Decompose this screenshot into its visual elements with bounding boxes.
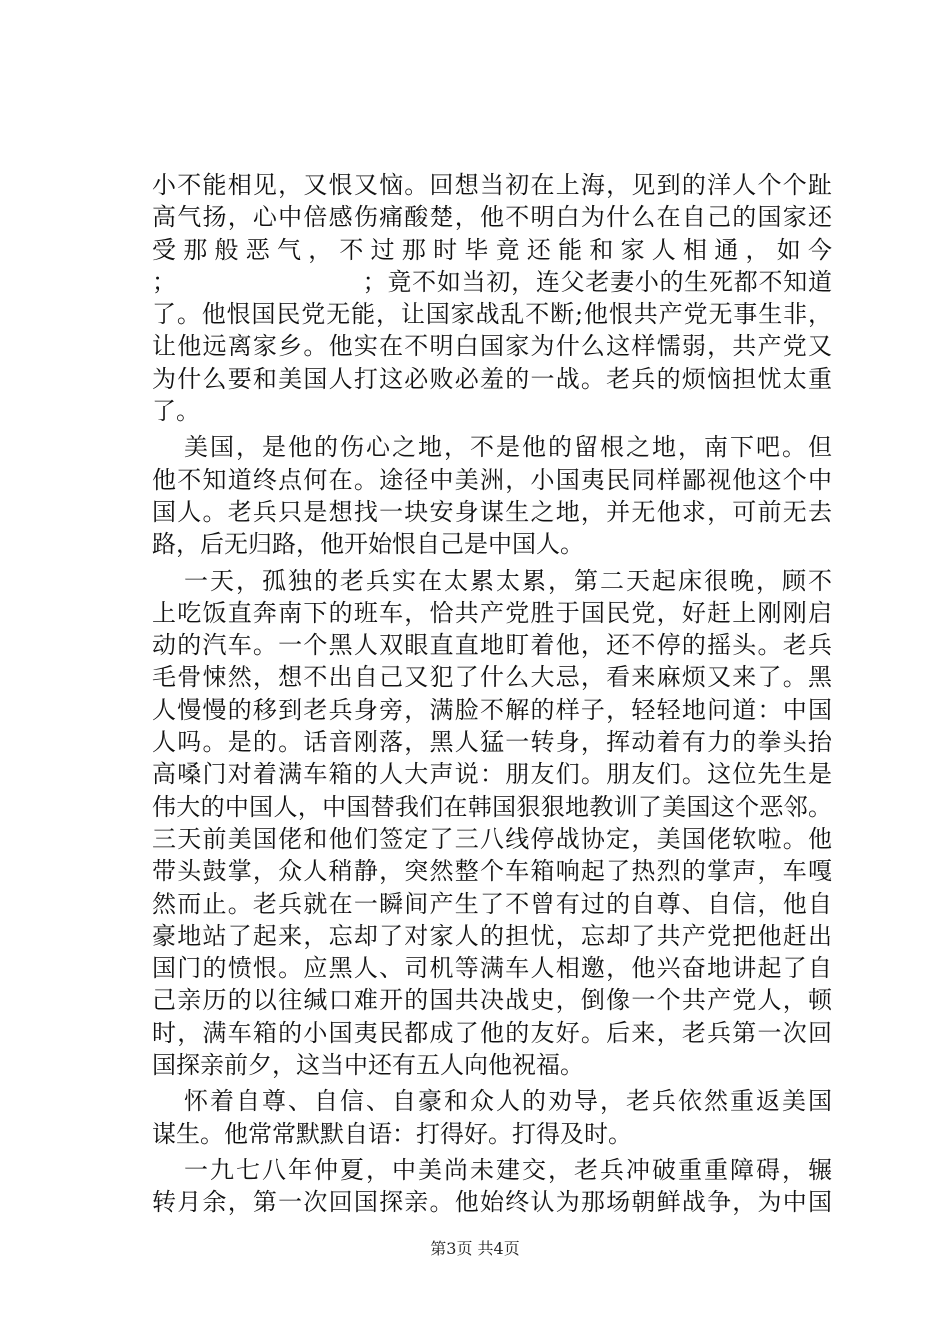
text-line: 了。	[152, 397, 200, 426]
text-line: 然而止。老兵就在一瞬间产生了不曾有过的自尊、自信，他自	[152, 889, 832, 918]
text-line: 上吃饭直奔南下的班车，恰共产党胜于国民党，好赶上刚刚启	[152, 598, 832, 627]
page-number: 第3页 共4页	[430, 1239, 520, 1258]
text-line: 美国，是他的伤心之地，不是他的留根之地，南下吧。但	[184, 433, 832, 462]
text-line: 转月余，第一次回国探亲。他始终认为那场朝鲜战争，为中国	[152, 1188, 832, 1217]
text-line: 一九七八年仲夏，中美尚未建交，老兵冲破重重障碍，辗	[184, 1155, 832, 1184]
text-line: 三天前美国佬和他们签定了三八线停战协定，美国佬软啦。他	[152, 824, 832, 853]
page-footer	[0, 1239, 950, 1259]
text-line: 他不知道终点何在。途径中美洲，小国夷民同样鄙视他这个中	[152, 465, 832, 494]
text-line: 高嗓门对着满车箱的人大声说：朋友们。朋友们。这位先生是	[152, 760, 832, 789]
text-line: 动的汽车。一个黑人双眼直直地盯着他，还不停的摇头。老兵	[152, 631, 832, 660]
text-line: 伟大的中国人，中国替我们在韩国狠狠地教训了美国这个恶邻。	[152, 792, 832, 821]
text-line: 一天，孤独的老兵实在太累太累，第二天起床很晚，顾不	[184, 566, 832, 595]
text-line: ； ；竟不如当初，连父老妻小的生死都不知道	[152, 267, 832, 296]
text-line: 让他远离家乡。他实在不明白国家为什么这样懦弱，共产党又	[152, 332, 832, 361]
text-line: 人慢慢的移到老兵身旁，满脸不解的样子，轻轻地问道：中国	[152, 695, 832, 724]
text-line: 谋生。他常常默默自语：打得好。打得及时。	[152, 1119, 632, 1148]
text-line: 人吗。是的。话音刚落，黑人猛一转身，挥动着有力的拳头抬	[152, 728, 832, 757]
text-line: 小不能相见，又恨又恼。回想当初在上海，见到的洋人个个趾	[152, 171, 832, 199]
text-line: 了。他恨国民党无能，让国家战乱不断;他恨共产党无事生非，	[152, 300, 832, 329]
text-line: 高气扬，心中倍感伤痛酸楚，他不明白为什么在自己的国家还	[152, 203, 832, 232]
text-line: 国人。老兵只是想找一块安身谋生之地，并无他求，可前无去	[152, 497, 832, 526]
text-line: 怀着自尊、自信、自豪和众人的劝导，老兵依然重返美国	[184, 1087, 832, 1116]
body-text	[152, 169, 832, 1219]
text-line: 国门的愤恨。应黑人、司机等满车人相邀，他兴奋地讲起了自	[152, 954, 832, 983]
text-line: 时，满车箱的小国夷民都成了他的友好。后来，老兵第一次回	[152, 1018, 832, 1047]
text-line: 毛骨悚然，想不出自己又犯了什么大忌，看来麻烦又来了。黑	[152, 663, 832, 692]
text-line: 带头鼓掌，众人稍静，突然整个车箱响起了热烈的掌声，车嘎	[152, 857, 832, 886]
text-line: 己亲历的以往缄口难开的国共决战史，倒像一个共产党人，顿	[152, 986, 832, 1015]
text-line: 豪地站了起来，忘却了对家人的担忧，忘却了共产党把他赶出	[152, 921, 832, 950]
text-line: 路，后无归路，他开始恨自己是中国人。	[152, 530, 584, 559]
text-line: 为什么要和美国人打这必败必羞的一战。老兵的烦恼担忧太重	[152, 364, 832, 393]
text-line: 国探亲前夕，这当中还有五人向他祝福。	[152, 1051, 584, 1080]
text-line: 受那般恶气，不过那时毕竟还能和家人相通，如今	[152, 235, 832, 264]
